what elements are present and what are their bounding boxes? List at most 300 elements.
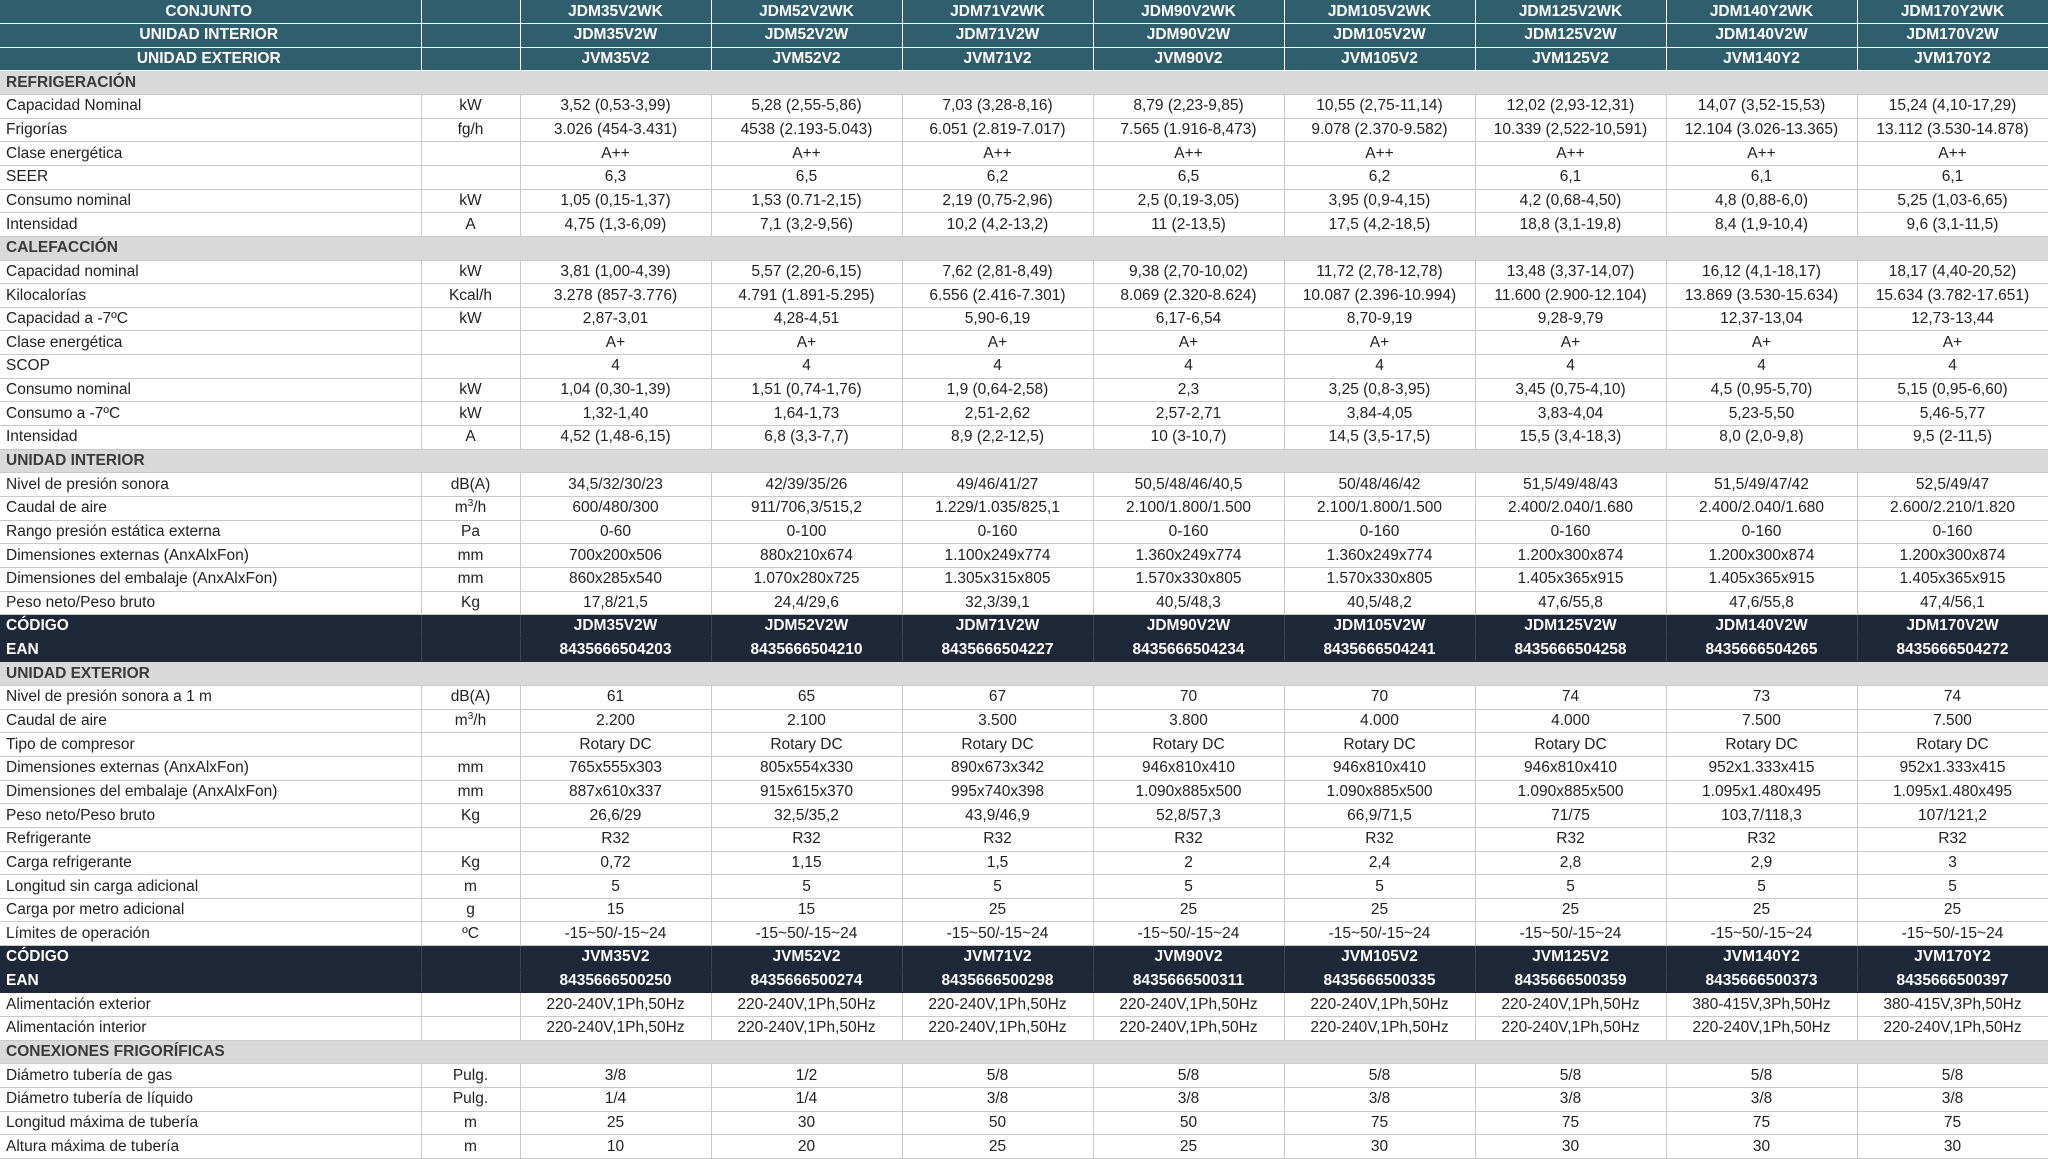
header-label: CONJUNTO xyxy=(0,0,421,24)
header-model-cell: JDM90V2WK xyxy=(1093,0,1284,24)
header-model-cell: JVM52V2 xyxy=(711,47,902,71)
spec-value: 860x285x540 xyxy=(520,567,711,591)
spec-value: 5,23-5,50 xyxy=(1666,402,1857,426)
spec-value: 65 xyxy=(711,686,902,710)
header-unit-cell xyxy=(421,0,520,24)
code-label: EAN xyxy=(0,638,421,662)
spec-value: 5/8 xyxy=(1857,1064,2048,1088)
spec-value: 6,5 xyxy=(711,165,902,189)
spec-value: 18,8 (3,1-19,8) xyxy=(1475,213,1666,237)
spec-value: 1.090x885x500 xyxy=(1093,780,1284,804)
section-title: REFRIGERACIÓN xyxy=(0,71,2048,95)
code-value: JDM140V2W xyxy=(1666,615,1857,639)
spec-value: 4 xyxy=(711,355,902,379)
spec-value: 5/8 xyxy=(902,1064,1093,1088)
spec-value: 946x810x410 xyxy=(1284,757,1475,781)
spec-value: 5/8 xyxy=(1475,1064,1666,1088)
spec-value: 10.339 (2,522-10,591) xyxy=(1475,118,1666,142)
code-value: JVM71V2 xyxy=(902,946,1093,970)
spec-value: 50/48/46/42 xyxy=(1284,473,1475,497)
spec-unit: fg/h xyxy=(421,118,520,142)
spec-row xyxy=(0,709,2048,733)
header-model-cell: JDM140Y2WK xyxy=(1666,0,1857,24)
spec-row xyxy=(0,827,2048,851)
spec-value: 24,4/29,6 xyxy=(711,591,902,615)
spec-value: 7,03 (3,28-8,16) xyxy=(902,95,1093,119)
spec-unit xyxy=(421,827,520,851)
spec-row xyxy=(0,686,2048,710)
spec-label: Peso neto/Peso bruto xyxy=(0,804,421,828)
spec-value: 600/480/300 xyxy=(520,496,711,520)
spec-value: 5/8 xyxy=(1093,1064,1284,1088)
spec-value: Rotary DC xyxy=(1666,733,1857,757)
spec-value: -15~50/-15~24 xyxy=(1475,922,1666,946)
spec-value: 4538 (2.193-5.043) xyxy=(711,118,902,142)
spec-label: Longitud sin carga adicional xyxy=(0,875,421,899)
spec-value: 4,52 (1,48-6,15) xyxy=(520,426,711,450)
spec-value: 5 xyxy=(1093,875,1284,899)
spec-value: 10.087 (2.396-10.994) xyxy=(1284,284,1475,308)
spec-label: Capacidad Nominal xyxy=(0,95,421,119)
spec-value: 5 xyxy=(711,875,902,899)
spec-row xyxy=(0,520,2048,544)
spec-value: 1.360x249x774 xyxy=(1284,544,1475,568)
spec-value: 1,51 (0,74-1,76) xyxy=(711,378,902,402)
spec-value: 6,1 xyxy=(1475,165,1666,189)
spec-label: Clase energética xyxy=(0,142,421,166)
header-label: UNIDAD INTERIOR xyxy=(0,24,421,48)
spec-value: -15~50/-15~24 xyxy=(1093,922,1284,946)
spec-label: Consumo a -7ºC xyxy=(0,402,421,426)
spec-value: 13,48 (3,37-14,07) xyxy=(1475,260,1666,284)
spec-value: 9.078 (2.370-9.582) xyxy=(1284,118,1475,142)
spec-value: 2,9 xyxy=(1666,851,1857,875)
spec-unit: m xyxy=(421,1135,520,1159)
spec-value: -15~50/-15~24 xyxy=(520,922,711,946)
spec-value: A+ xyxy=(1857,331,2048,355)
spec-value: 7.565 (1.916-8,473) xyxy=(1093,118,1284,142)
spec-value: 890x673x342 xyxy=(902,757,1093,781)
spec-value: 220-240V,1Ph,50Hz xyxy=(1857,1017,2048,1041)
spec-value: 805x554x330 xyxy=(711,757,902,781)
spec-value: 911/706,3/515,2 xyxy=(711,496,902,520)
spec-value: R32 xyxy=(1666,827,1857,851)
spec-value: R32 xyxy=(711,827,902,851)
code-value: 8435666504210 xyxy=(711,638,902,662)
spec-value: A++ xyxy=(1666,142,1857,166)
spec-value: 51,5/49/47/42 xyxy=(1666,473,1857,497)
spec-label: Peso neto/Peso bruto xyxy=(0,591,421,615)
header-model-cell: JDM35V2W xyxy=(520,24,711,48)
header-unit-cell xyxy=(421,24,520,48)
section-title: CONEXIONES FRIGORÍFICAS xyxy=(0,1040,2048,1064)
spec-value: 32,3/39,1 xyxy=(902,591,1093,615)
spec-value: 220-240V,1Ph,50Hz xyxy=(711,993,902,1017)
spec-value: 12,73-13,44 xyxy=(1857,307,2048,331)
spec-value: 0,72 xyxy=(520,851,711,875)
spec-value: 70 xyxy=(1284,686,1475,710)
spec-value: 2.400/2.040/1.680 xyxy=(1475,496,1666,520)
code-value: JDM71V2W xyxy=(902,615,1093,639)
code-label: CÓDIGO xyxy=(0,946,421,970)
spec-label: Nivel de presión sonora a 1 m xyxy=(0,686,421,710)
spec-label: Alimentación interior xyxy=(0,1017,421,1041)
spec-value: 1.200x300x874 xyxy=(1857,544,2048,568)
spec-value: 2,5 (0,19-3,05) xyxy=(1093,189,1284,213)
spec-value: 1.360x249x774 xyxy=(1093,544,1284,568)
spec-value: 4,28-4,51 xyxy=(711,307,902,331)
spec-value: 995x740x398 xyxy=(902,780,1093,804)
spec-value: 3.800 xyxy=(1093,709,1284,733)
spec-value: 1,53 (0.71-2,15) xyxy=(711,189,902,213)
code-value: 8435666500397 xyxy=(1857,969,2048,993)
spec-value: 75 xyxy=(1475,1111,1666,1135)
spec-row xyxy=(0,378,2048,402)
spec-value: 25 xyxy=(520,1111,711,1135)
spec-value: 8,0 (2,0-9,8) xyxy=(1666,426,1857,450)
spec-value: 3,25 (0,8-3,95) xyxy=(1284,378,1475,402)
spec-value: 20 xyxy=(711,1135,902,1159)
code-value: 8435666500274 xyxy=(711,969,902,993)
spec-value: 12,37-13,04 xyxy=(1666,307,1857,331)
spec-row xyxy=(0,1064,2048,1088)
spec-value: 1.070x280x725 xyxy=(711,567,902,591)
spec-value: 50,5/48/46/40,5 xyxy=(1093,473,1284,497)
spec-value: 3/8 xyxy=(520,1064,711,1088)
spec-value: 30 xyxy=(1857,1135,2048,1159)
spec-row xyxy=(0,1135,2048,1159)
spec-value: 220-240V,1Ph,50Hz xyxy=(1666,1017,1857,1041)
spec-value: 3.278 (857-3.776) xyxy=(520,284,711,308)
spec-value: 25 xyxy=(1666,898,1857,922)
spec-value: 0-60 xyxy=(520,520,711,544)
spec-value: Rotary DC xyxy=(1284,733,1475,757)
spec-row xyxy=(0,733,2048,757)
section-title: UNIDAD EXTERIOR xyxy=(0,662,2048,686)
spec-value: 6,8 (3,3-7,7) xyxy=(711,426,902,450)
spec-value: 946x810x410 xyxy=(1093,757,1284,781)
spec-value: 220-240V,1Ph,50Hz xyxy=(711,1017,902,1041)
spec-value: -15~50/-15~24 xyxy=(1284,922,1475,946)
spec-value: 74 xyxy=(1857,686,2048,710)
spec-row xyxy=(0,284,2048,308)
header-model-cell: JVM140Y2 xyxy=(1666,47,1857,71)
header-model-cell: JDM52V2WK xyxy=(711,0,902,24)
spec-unit: mm xyxy=(421,780,520,804)
spec-unit xyxy=(421,638,520,662)
spec-row xyxy=(0,260,2048,284)
spec-row xyxy=(0,118,2048,142)
spec-value: 17,8/21,5 xyxy=(520,591,711,615)
spec-value: 40,5/48,3 xyxy=(1093,591,1284,615)
spec-value: 2,51-2,62 xyxy=(902,402,1093,426)
spec-unit: Kg xyxy=(421,851,520,875)
spec-label: Dimensiones del embalaje (AnxAlxFon) xyxy=(0,567,421,591)
spec-label: Consumo nominal xyxy=(0,378,421,402)
spec-value: 12,02 (2,93-12,31) xyxy=(1475,95,1666,119)
code-row xyxy=(0,946,2048,970)
spec-value: 5 xyxy=(1475,875,1666,899)
spec-value: 3/8 xyxy=(1284,1087,1475,1111)
spec-value: 4 xyxy=(520,355,711,379)
spec-row xyxy=(0,591,2048,615)
spec-value: A++ xyxy=(1093,142,1284,166)
spec-value: 66,9/71,5 xyxy=(1284,804,1475,828)
spec-value: 18,17 (4,40-20,52) xyxy=(1857,260,2048,284)
spec-unit xyxy=(421,993,520,1017)
spec-row xyxy=(0,1111,2048,1135)
spec-label: Capacidad a -7ºC xyxy=(0,307,421,331)
spec-unit xyxy=(421,165,520,189)
header-model-cell: JDM170V2W xyxy=(1857,24,2048,48)
spec-value: 6,2 xyxy=(902,165,1093,189)
spec-value: 52,8/57,3 xyxy=(1093,804,1284,828)
spec-value: 50 xyxy=(902,1111,1093,1135)
spec-value: 1.229/1.035/825,1 xyxy=(902,496,1093,520)
spec-value: 4,5 (0,95-5,70) xyxy=(1666,378,1857,402)
spec-value: 25 xyxy=(1857,898,2048,922)
spec-label: Dimensiones del embalaje (AnxAlxFon) xyxy=(0,780,421,804)
spec-value: 3/8 xyxy=(1475,1087,1666,1111)
header-model-cell: JDM71V2WK xyxy=(902,0,1093,24)
spec-value: 7,62 (2,81-8,49) xyxy=(902,260,1093,284)
spec-value: 15 xyxy=(711,898,902,922)
spec-value: 4 xyxy=(1093,355,1284,379)
spec-value: 3/8 xyxy=(1857,1087,2048,1111)
spec-unit xyxy=(421,733,520,757)
spec-value: 5,46-5,77 xyxy=(1857,402,2048,426)
spec-value: 5,28 (2,55-5,86) xyxy=(711,95,902,119)
spec-value: 25 xyxy=(1475,898,1666,922)
spec-value: 67 xyxy=(902,686,1093,710)
spec-value: 3.500 xyxy=(902,709,1093,733)
spec-value: 70 xyxy=(1093,686,1284,710)
spec-value: 73 xyxy=(1666,686,1857,710)
spec-value: 25 xyxy=(1093,898,1284,922)
spec-value: 220-240V,1Ph,50Hz xyxy=(1093,1017,1284,1041)
spec-value: 6,5 xyxy=(1093,165,1284,189)
spec-unit: ºC xyxy=(421,922,520,946)
spec-value: 75 xyxy=(1284,1111,1475,1135)
spec-value: Rotary DC xyxy=(1857,733,2048,757)
spec-label: Frigorías xyxy=(0,118,421,142)
spec-value: 25 xyxy=(1284,898,1475,922)
section-header xyxy=(0,449,2048,473)
spec-value: 1.305x315x805 xyxy=(902,567,1093,591)
spec-value: 15,5 (3,4-18,3) xyxy=(1475,426,1666,450)
spec-value: A+ xyxy=(711,331,902,355)
spec-label: Intensidad xyxy=(0,213,421,237)
code-value: 8435666504234 xyxy=(1093,638,1284,662)
header-model-cell: JDM52V2W xyxy=(711,24,902,48)
spec-value: 25 xyxy=(902,898,1093,922)
spec-row xyxy=(0,780,2048,804)
spec-value: 10 (3-10,7) xyxy=(1093,426,1284,450)
spec-value: 1.570x330x805 xyxy=(1093,567,1284,591)
spec-value: 9,38 (2,70-10,02) xyxy=(1093,260,1284,284)
code-value: 8435666504265 xyxy=(1666,638,1857,662)
spec-value: 13.112 (3.530-14.878) xyxy=(1857,118,2048,142)
spec-unit: Pa xyxy=(421,520,520,544)
spec-value: 1,04 (0,30-1,39) xyxy=(520,378,711,402)
spec-value: 1.200x300x874 xyxy=(1475,544,1666,568)
spec-value: R32 xyxy=(1284,827,1475,851)
spec-value: Rotary DC xyxy=(711,733,902,757)
spec-value: 75 xyxy=(1666,1111,1857,1135)
spec-value: 5 xyxy=(520,875,711,899)
spec-value: R32 xyxy=(902,827,1093,851)
section-title: UNIDAD INTERIOR xyxy=(0,449,2048,473)
spec-value: 15 xyxy=(520,898,711,922)
spec-value: 6,1 xyxy=(1666,165,1857,189)
spec-value: 220-240V,1Ph,50Hz xyxy=(902,993,1093,1017)
spec-unit: $m^3/h$ xyxy=(421,709,520,733)
spec-value: 71/75 xyxy=(1475,804,1666,828)
header-row xyxy=(0,0,2048,24)
code-value: 8435666504203 xyxy=(520,638,711,662)
spec-row xyxy=(0,189,2048,213)
spec-value: A++ xyxy=(1857,142,2048,166)
spec-value: 4,8 (0,88-6,0) xyxy=(1666,189,1857,213)
spec-unit xyxy=(421,1017,520,1041)
spec-value: -15~50/-15~24 xyxy=(1857,922,2048,946)
code-value: JDM125V2W xyxy=(1475,615,1666,639)
spec-value: 1.570x330x805 xyxy=(1284,567,1475,591)
spec-label: Dimensiones externas (AnxAlxFon) xyxy=(0,544,421,568)
spec-value: 12.104 (3.026-13.365) xyxy=(1666,118,1857,142)
spec-value: 5,25 (1,03-6,65) xyxy=(1857,189,2048,213)
spec-label: Diámetro tubería de gas xyxy=(0,1064,421,1088)
header-model-cell: JVM170Y2 xyxy=(1857,47,2048,71)
spec-row xyxy=(0,307,2048,331)
spec-value: 8,70-9,19 xyxy=(1284,307,1475,331)
spec-unit xyxy=(421,355,520,379)
spec-value: 75 xyxy=(1857,1111,2048,1135)
spec-value: 50 xyxy=(1093,1111,1284,1135)
spec-value: 3,83-4,04 xyxy=(1475,402,1666,426)
spec-value: 4 xyxy=(902,355,1093,379)
spec-value: 11,72 (2,78-12,78) xyxy=(1284,260,1475,284)
section-header xyxy=(0,1040,2048,1064)
spec-value: 30 xyxy=(1284,1135,1475,1159)
spec-value: 107/121,2 xyxy=(1857,804,2048,828)
spec-value: 32,5/35,2 xyxy=(711,804,902,828)
spec-label: Caudal de aire xyxy=(0,709,421,733)
spec-row xyxy=(0,851,2048,875)
spec-label: Consumo nominal xyxy=(0,189,421,213)
code-value: JVM140Y2 xyxy=(1666,946,1857,970)
spec-value: 8,4 (1,9-10,4) xyxy=(1666,213,1857,237)
spec-unit: Pulg. xyxy=(421,1087,520,1111)
spec-value: Rotary DC xyxy=(1475,733,1666,757)
spec-value: 74 xyxy=(1475,686,1666,710)
spec-value: 8,9 (2,2-12,5) xyxy=(902,426,1093,450)
spec-unit: mm xyxy=(421,757,520,781)
spec-unit: mm xyxy=(421,544,520,568)
spec-value: 1.405x365x915 xyxy=(1666,567,1857,591)
code-value: 8435666500298 xyxy=(902,969,1093,993)
header-model-cell: JDM125V2W xyxy=(1475,24,1666,48)
code-value: JVM125V2 xyxy=(1475,946,1666,970)
spec-value: 6,3 xyxy=(520,165,711,189)
spec-unit: Kg xyxy=(421,804,520,828)
spec-value: 1,32-1,40 xyxy=(520,402,711,426)
spec-value: 5 xyxy=(1666,875,1857,899)
spec-value: 2.400/2.040/1.680 xyxy=(1666,496,1857,520)
spec-value: 2,87-3,01 xyxy=(520,307,711,331)
code-value: JDM35V2W xyxy=(520,615,711,639)
spec-value: 5,57 (2,20-6,15) xyxy=(711,260,902,284)
spec-label: Caudal de aire xyxy=(0,496,421,520)
spec-row xyxy=(0,473,2048,497)
spec-value: 1/2 xyxy=(711,1064,902,1088)
spec-value: 6,1 xyxy=(1857,165,2048,189)
spec-value: R32 xyxy=(1857,827,2048,851)
header-model-cell: JDM105V2W xyxy=(1284,24,1475,48)
spec-value: 3/8 xyxy=(1666,1087,1857,1111)
spec-unit: kW xyxy=(421,260,520,284)
spec-value: 4 xyxy=(1284,355,1475,379)
spec-value: 3,84-4,05 xyxy=(1284,402,1475,426)
spec-value: 9,28-9,79 xyxy=(1475,307,1666,331)
code-value: 8435666500335 xyxy=(1284,969,1475,993)
spec-value: 43,9/46,9 xyxy=(902,804,1093,828)
spec-value: 2 xyxy=(1093,851,1284,875)
spec-value: 4.000 xyxy=(1284,709,1475,733)
spec-value: 47,6/55,8 xyxy=(1666,591,1857,615)
spec-value: 42/39/35/26 xyxy=(711,473,902,497)
spec-value: 1.095x1.480x495 xyxy=(1857,780,2048,804)
spec-value: 220-240V,1Ph,50Hz xyxy=(1475,1017,1666,1041)
spec-value: 25 xyxy=(1093,1135,1284,1159)
spec-value: 4.000 xyxy=(1475,709,1666,733)
spec-value: 34,5/32/30/23 xyxy=(520,473,711,497)
spec-value: 380-415V,3Ph,50Hz xyxy=(1666,993,1857,1017)
spec-value: A++ xyxy=(1475,142,1666,166)
spec-value: 4.791 (1.891-5.295) xyxy=(711,284,902,308)
code-value: 8435666500359 xyxy=(1475,969,1666,993)
header-model-cell: JDM170Y2WK xyxy=(1857,0,2048,24)
spec-value: A+ xyxy=(1284,331,1475,355)
header-label: UNIDAD EXTERIOR xyxy=(0,47,421,71)
code-row xyxy=(0,615,2048,639)
spec-value: 3,95 (0,9-4,15) xyxy=(1284,189,1475,213)
spec-unit: m xyxy=(421,1111,520,1135)
header-model-cell: JDM125V2WK xyxy=(1475,0,1666,24)
spec-value: 2.100/1.800/1.500 xyxy=(1284,496,1475,520)
spec-value: 30 xyxy=(1475,1135,1666,1159)
spec-label: Intensidad xyxy=(0,426,421,450)
spec-label: Carga por metro adicional xyxy=(0,898,421,922)
spec-value: 30 xyxy=(1666,1135,1857,1159)
spec-value: 40,5/48,2 xyxy=(1284,591,1475,615)
spec-value: 5,90-6,19 xyxy=(902,307,1093,331)
spec-row xyxy=(0,426,2048,450)
spec-unit: $m^3/h$ xyxy=(421,496,520,520)
code-value: JVM105V2 xyxy=(1284,946,1475,970)
spec-value: 1/4 xyxy=(711,1087,902,1111)
spec-value: R32 xyxy=(1093,827,1284,851)
spec-value: 5,15 (0,95-6,60) xyxy=(1857,378,2048,402)
spec-value: 3/8 xyxy=(1093,1087,1284,1111)
header-model-cell: JDM35V2WK xyxy=(520,0,711,24)
code-value: JDM170V2W xyxy=(1857,615,2048,639)
section-header xyxy=(0,71,2048,95)
spec-value: 2,3 xyxy=(1093,378,1284,402)
spec-label: Límites de operación xyxy=(0,922,421,946)
spec-value: 3/8 xyxy=(902,1087,1093,1111)
spec-value: 14,07 (3,52-15,53) xyxy=(1666,95,1857,119)
